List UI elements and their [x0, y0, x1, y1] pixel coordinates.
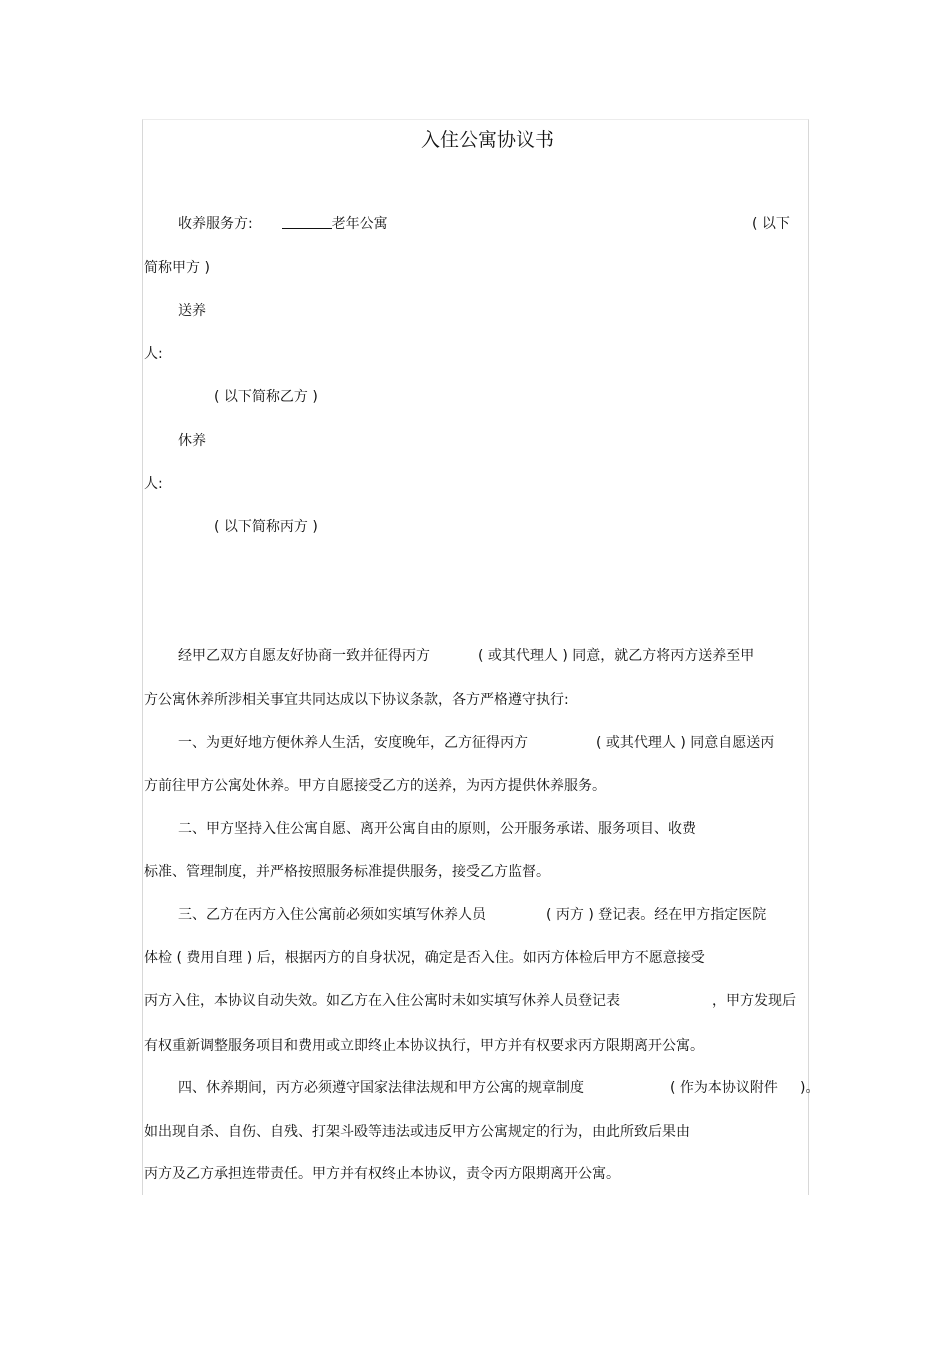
clause-3-line-4: 有权重新调整服务项目和费用或立即终止本协议执行，甲方并有权要求丙方限期离开公寓。	[144, 1038, 704, 1054]
clause-4-line-1b: ( 作为本协议附件	[670, 1080, 778, 1096]
clause-1-line-2: 方前往甲方公寓处休养。甲方自愿接受乙方的送养，为丙方提供休养服务。	[144, 778, 606, 794]
clause-4-line-1c: )。	[800, 1080, 820, 1096]
intro-line-1b: ( 或其代理人 ) 同意，就乙方将丙方送养至甲	[478, 648, 755, 664]
clause-3-line-3a: 丙方入住，本协议自动失效。如乙方在入住公寓时未如实填写休养人员登记表	[144, 993, 620, 1009]
clause-3-line-1a: 三、乙方在丙方入住公寓前必须如实填写休养人员	[178, 907, 486, 923]
party-c-label-1: 休养	[178, 433, 206, 449]
clause-2-line-2: 标准、管理制度，并严格按照服务标准提供服务，接受乙方监督。	[144, 864, 550, 880]
clause-4-line-3: 丙方及乙方承担连带责任。甲方并有权终止本协议，责令丙方限期离开公寓。	[144, 1166, 620, 1182]
party-a-suffix-2: 简称甲方 )	[144, 260, 210, 276]
party-a-line	[178, 214, 388, 234]
party-c-label-2: 人:	[144, 476, 163, 492]
clause-2-line-1: 二、甲方坚持入住公寓自愿、离开公寓自由的原则，公开服务承诺、服务项目、收费	[178, 821, 696, 837]
party-c-alias: ( 以下简称丙方 )	[214, 519, 318, 535]
document-title: 入住公寓协议书	[421, 129, 555, 151]
party-b-alias: ( 以下简称乙方 )	[214, 389, 318, 405]
clause-4-line-2: 如出现自杀、自伤、自残、打架斗殴等违法或违反甲方公寓规定的行为，由此所致后果由	[144, 1124, 690, 1140]
party-a-label: 收养服务方:	[178, 216, 253, 232]
intro-line-1a: 经甲乙双方自愿友好协商一致并征得丙方	[178, 648, 430, 664]
clause-3-line-3b: ，甲方发现后	[712, 993, 796, 1009]
clause-3-line-1b: ( 丙方 ) 登记表。经在甲方指定医院	[546, 907, 767, 923]
party-b-label-2: 人:	[144, 346, 163, 362]
party-a-name: 老年公寓	[331, 216, 388, 232]
party-a-blank	[282, 214, 332, 229]
clause-4-line-1a: 四、休养期间，丙方必须遵守国家法律法规和甲方公寓的规章制度	[178, 1080, 584, 1096]
intro-line-2: 方公寓休养所涉相关事宜共同达成以下协议条款，各方严格遵守执行:	[144, 692, 569, 708]
clause-1-line-1b: ( 或其代理人 ) 同意自愿送丙	[596, 735, 775, 751]
party-b-label-1: 送养	[178, 303, 206, 319]
clause-3-line-2: 体检 ( 费用自理 ) 后，根据丙方的自身状况，确定是否入住。如丙方体检后甲方不愿意接受	[144, 950, 705, 966]
party-a-suffix: ( 以下	[752, 216, 790, 232]
clause-1-line-1a: 一、为更好地方便休养人生活，安度晚年，乙方征得丙方	[178, 735, 528, 751]
